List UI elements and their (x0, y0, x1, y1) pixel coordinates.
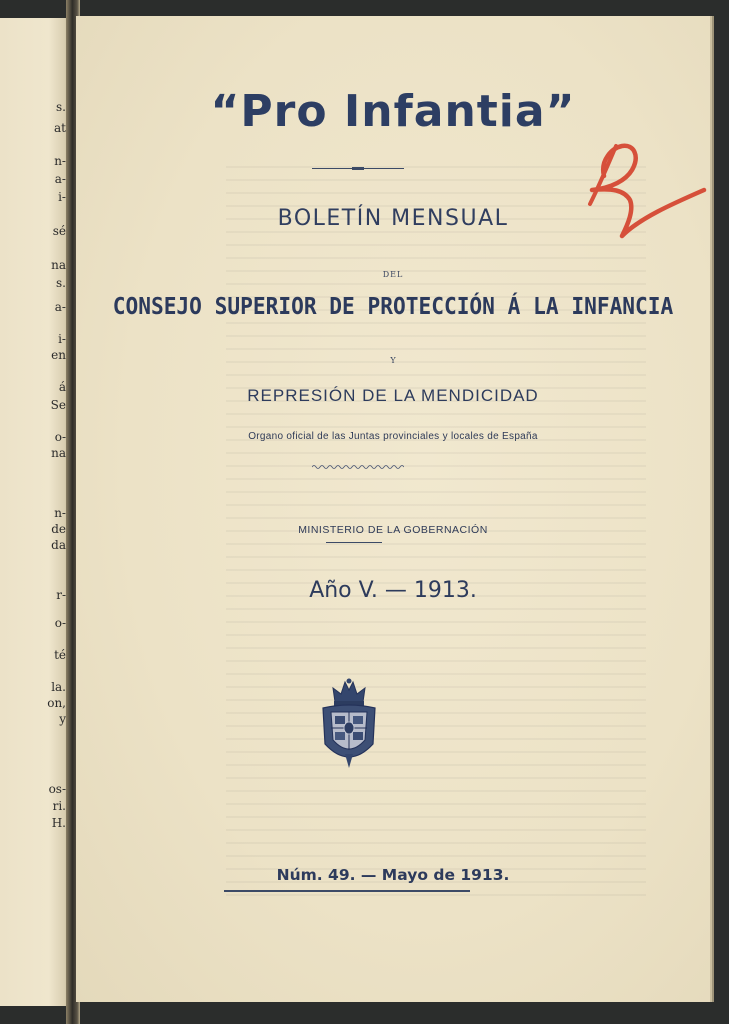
red-r-mark-icon (582, 140, 712, 270)
left-page-fragment: y (59, 712, 66, 726)
left-page-fragment: o- (54, 430, 66, 444)
issue-number: Núm. 49. — Mayo de 1913. (276, 866, 510, 884)
volume-year: Año V. — 1913. (309, 578, 477, 603)
left-page-fragment: ri. (52, 799, 66, 813)
left-page-fragment: de (51, 522, 66, 536)
left-page-fragment: Se (50, 398, 66, 412)
left-page-fragment: té (54, 648, 66, 662)
left-page-fragment: i- (58, 332, 66, 346)
connector-del: DEL (382, 270, 404, 279)
left-page-fragment: o- (54, 616, 66, 630)
left-page-fragment: en (51, 348, 66, 362)
left-page-fragment: n- (54, 154, 66, 168)
council-name: CONSEJO SUPERIOR DE PROTECCIÓN Á LA INFANCIA (112, 294, 674, 320)
left-page-fragment: na (51, 258, 66, 272)
left-page-fragment: da (51, 538, 66, 552)
left-page-fragment: os- (48, 782, 66, 796)
left-page-fragment: at (54, 121, 66, 135)
repression-heading: REPRESIÓN DE LA MENDICIDAD (247, 386, 539, 405)
royal-crest-icon (319, 678, 379, 770)
title-divider-accent (352, 167, 364, 170)
left-page-fragment: s. (56, 276, 66, 290)
publication-title: “Pro Infantia” (210, 86, 576, 137)
left-page-fragment: á (58, 380, 66, 394)
left-page-fragment: i- (58, 190, 66, 204)
left-page-fragment: r- (56, 588, 66, 602)
bulletin-subtitle: BOLETÍN MENSUAL (277, 206, 509, 231)
ministry-line: MINISTERIO DE LA GOBERNACIÓN (298, 524, 488, 536)
left-page-fragment: a- (54, 172, 66, 186)
previous-page-edge (0, 18, 70, 1006)
issue-underline (224, 890, 470, 892)
ornamental-rule (312, 464, 404, 470)
left-page-fragment: sé (52, 224, 66, 238)
left-page-fragment: H. (51, 816, 66, 830)
left-page-fragment: on, (47, 696, 66, 710)
official-organ-line: Organo oficial de las Juntas provinciales y locales de España (248, 431, 538, 442)
left-page-fragment: s. (56, 100, 66, 114)
left-page-fragment: n- (54, 506, 66, 520)
connector-y: Y (390, 356, 396, 365)
left-page-fragment: a- (54, 300, 66, 314)
left-page-fragment: la. (51, 680, 66, 694)
left-page-fragment: na (51, 446, 66, 460)
ministry-divider (326, 542, 382, 543)
